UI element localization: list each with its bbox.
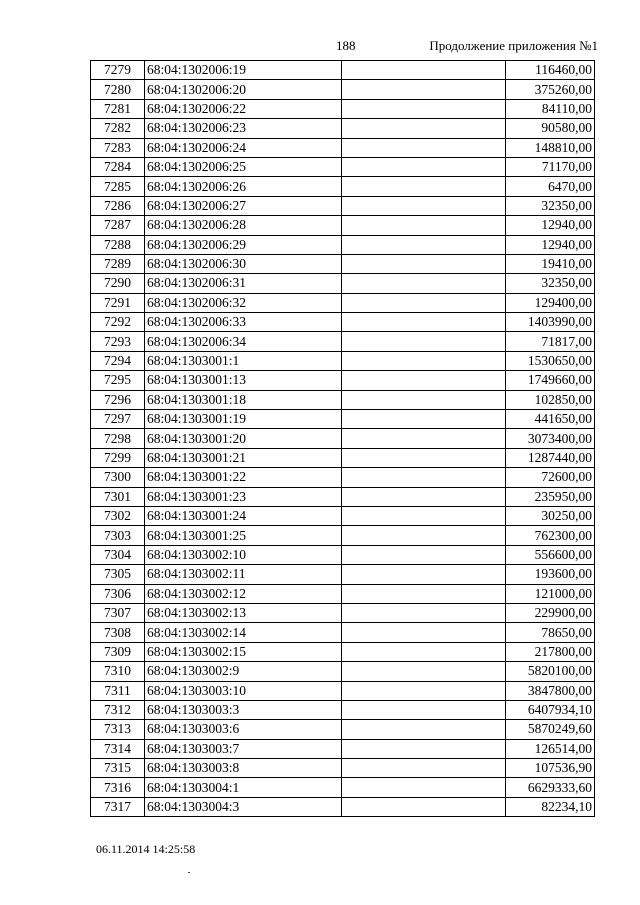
- table-row: [91, 429, 595, 448]
- row-number: 7303: [91, 526, 145, 545]
- row-number: 7283: [91, 138, 145, 157]
- table-row: [91, 99, 595, 118]
- row-number: 7281: [91, 99, 145, 118]
- table-row: [91, 468, 595, 487]
- cadastral-number: 68:04:1303001:21: [145, 448, 342, 467]
- cadastral-number: 68:04:1303002:15: [145, 642, 342, 661]
- blank-cell: [342, 565, 506, 584]
- table-row: [91, 700, 595, 719]
- page-number: 188: [336, 38, 356, 53]
- cadastral-number: 68:04:1303003:8: [145, 759, 342, 778]
- cadastral-number: 68:04:1303003:10: [145, 681, 342, 700]
- row-number: 7288: [91, 235, 145, 254]
- row-number: 7300: [91, 468, 145, 487]
- cadastral-value: 3073400,00: [506, 429, 595, 448]
- table-row: [91, 138, 595, 157]
- table-row: [91, 274, 595, 293]
- cadastral-number: 68:04:1303002:10: [145, 545, 342, 564]
- cadastral-value: 78650,00: [506, 623, 595, 642]
- registry-table: [90, 60, 595, 817]
- blank-cell: [342, 196, 506, 215]
- cadastral-value: 556600,00: [506, 545, 595, 564]
- table-row: [91, 603, 595, 622]
- row-number: 7307: [91, 603, 145, 622]
- cadastral-number: 68:04:1302006:27: [145, 196, 342, 215]
- blank-cell: [342, 720, 506, 739]
- blank-cell: [342, 759, 506, 778]
- blank-cell: [342, 778, 506, 797]
- blank-cell: [342, 351, 506, 370]
- cadastral-value: 148810,00: [506, 138, 595, 157]
- blank-cell: [342, 138, 506, 157]
- table-row: [91, 759, 595, 778]
- table-row: [91, 526, 595, 545]
- row-number: 7287: [91, 216, 145, 235]
- cadastral-value: 126514,00: [506, 739, 595, 758]
- blank-cell: [342, 119, 506, 138]
- blank-cell: [342, 526, 506, 545]
- cadastral-value: 30250,00: [506, 506, 595, 525]
- blank-cell: [342, 390, 506, 409]
- cadastral-number: 68:04:1303002:9: [145, 662, 342, 681]
- row-number: 7309: [91, 642, 145, 661]
- row-number: 7280: [91, 80, 145, 99]
- row-number: 7315: [91, 759, 145, 778]
- cadastral-value: 12940,00: [506, 235, 595, 254]
- blank-cell: [342, 254, 506, 273]
- continuation-heading: Продолжение приложения №1: [429, 38, 598, 53]
- cadastral-value: 441650,00: [506, 410, 595, 429]
- blank-cell: [342, 99, 506, 118]
- cadastral-number: 68:04:1302006:31: [145, 274, 342, 293]
- table-row: [91, 545, 595, 564]
- cadastral-number: 68:04:1302006:24: [145, 138, 342, 157]
- table-row: [91, 293, 595, 312]
- table-row: [91, 254, 595, 273]
- row-number: 7292: [91, 313, 145, 332]
- row-number: 7295: [91, 371, 145, 390]
- cadastral-value: 1403990,00: [506, 313, 595, 332]
- blank-cell: [342, 429, 506, 448]
- blank-cell: [342, 681, 506, 700]
- row-number: 7282: [91, 119, 145, 138]
- cadastral-number: 68:04:1302006:19: [145, 61, 342, 80]
- cadastral-number: 68:04:1302006:30: [145, 254, 342, 273]
- table-row: [91, 778, 595, 797]
- cadastral-number: 68:04:1303004:1: [145, 778, 342, 797]
- cadastral-value: 84110,00: [506, 99, 595, 118]
- cadastral-number: 68:04:1303001:23: [145, 487, 342, 506]
- table-row: [91, 80, 595, 99]
- blank-cell: [342, 700, 506, 719]
- table-row: [91, 371, 595, 390]
- cadastral-value: 82234,10: [506, 797, 595, 816]
- row-number: 7294: [91, 351, 145, 370]
- row-number: 7298: [91, 429, 145, 448]
- blank-cell: [342, 448, 506, 467]
- blank-cell: [342, 274, 506, 293]
- table-row: [91, 410, 595, 429]
- cadastral-number: 68:04:1303001:19: [145, 410, 342, 429]
- cadastral-value: 6470,00: [506, 177, 595, 196]
- cadastral-number: 68:04:1302006:20: [145, 80, 342, 99]
- cadastral-value: 107536,90: [506, 759, 595, 778]
- cadastral-value: 229900,00: [506, 603, 595, 622]
- cadastral-value: 32350,00: [506, 196, 595, 215]
- row-number: 7306: [91, 584, 145, 603]
- table-row: [91, 216, 595, 235]
- table-row: [91, 61, 595, 80]
- blank-cell: [342, 506, 506, 525]
- row-number: 7308: [91, 623, 145, 642]
- table-row: [91, 235, 595, 254]
- cadastral-number: 68:04:1303002:14: [145, 623, 342, 642]
- cadastral-number: 68:04:1302006:33: [145, 313, 342, 332]
- table-row: [91, 196, 595, 215]
- table-row: [91, 487, 595, 506]
- cadastral-value: 90580,00: [506, 119, 595, 138]
- cadastral-value: 12940,00: [506, 216, 595, 235]
- table-row: [91, 662, 595, 681]
- cadastral-number: 68:04:1303001:22: [145, 468, 342, 487]
- cadastral-value: 71817,00: [506, 332, 595, 351]
- cadastral-value: 32350,00: [506, 274, 595, 293]
- blank-cell: [342, 410, 506, 429]
- cadastral-value: 193600,00: [506, 565, 595, 584]
- table-row: [91, 720, 595, 739]
- table-row: [91, 351, 595, 370]
- cadastral-number: 68:04:1303004:3: [145, 797, 342, 816]
- blank-cell: [342, 235, 506, 254]
- table-row: [91, 313, 595, 332]
- row-number: 7313: [91, 720, 145, 739]
- cadastral-value: 3847800,00: [506, 681, 595, 700]
- cadastral-value: 375260,00: [506, 80, 595, 99]
- blank-cell: [342, 216, 506, 235]
- cadastral-value: 235950,00: [506, 487, 595, 506]
- cadastral-number: 68:04:1303001:13: [145, 371, 342, 390]
- cadastral-value: 5870249,60: [506, 720, 595, 739]
- cadastral-value: 121000,00: [506, 584, 595, 603]
- table-row: [91, 623, 595, 642]
- cadastral-value: 5820100,00: [506, 662, 595, 681]
- row-number: 7305: [91, 565, 145, 584]
- cadastral-number: 68:04:1302006:28: [145, 216, 342, 235]
- blank-cell: [342, 177, 506, 196]
- row-number: 7286: [91, 196, 145, 215]
- blank-cell: [342, 313, 506, 332]
- blank-cell: [342, 623, 506, 642]
- row-number: 7299: [91, 448, 145, 467]
- cadastral-value: 72600,00: [506, 468, 595, 487]
- table-row: [91, 565, 595, 584]
- cadastral-value: 1749660,00: [506, 371, 595, 390]
- cadastral-value: 71170,00: [506, 157, 595, 176]
- row-number: 7304: [91, 545, 145, 564]
- row-number: 7311: [91, 681, 145, 700]
- cadastral-number: 68:04:1303001:20: [145, 429, 342, 448]
- cadastral-value: 762300,00: [506, 526, 595, 545]
- row-number: 7289: [91, 254, 145, 273]
- table-row: [91, 797, 595, 816]
- blank-cell: [342, 157, 506, 176]
- row-number: 7296: [91, 390, 145, 409]
- row-number: 7312: [91, 700, 145, 719]
- row-number: 7297: [91, 410, 145, 429]
- cadastral-number: 68:04:1303001:24: [145, 506, 342, 525]
- registry-body: [91, 61, 595, 817]
- blank-cell: [342, 545, 506, 564]
- table-row: [91, 390, 595, 409]
- row-number: 7314: [91, 739, 145, 758]
- cadastral-number: 68:04:1303003:6: [145, 720, 342, 739]
- row-number: 7293: [91, 332, 145, 351]
- cadastral-value: 6407934,10: [506, 700, 595, 719]
- row-number: 7290: [91, 274, 145, 293]
- cadastral-number: 68:04:1303002:12: [145, 584, 342, 603]
- cadastral-number: 68:04:1303002:13: [145, 603, 342, 622]
- blank-cell: [342, 662, 506, 681]
- table-row: [91, 332, 595, 351]
- blank-cell: [342, 332, 506, 351]
- cadastral-number: 68:04:1302006:22: [145, 99, 342, 118]
- row-number: 7302: [91, 506, 145, 525]
- cadastral-value: 129400,00: [506, 293, 595, 312]
- blank-cell: [342, 739, 506, 758]
- cadastral-number: 68:04:1303001:1: [145, 351, 342, 370]
- row-number: 7284: [91, 157, 145, 176]
- blank-cell: [342, 371, 506, 390]
- table-row: [91, 177, 595, 196]
- cadastral-number: 68:04:1302006:23: [145, 119, 342, 138]
- blank-cell: [342, 468, 506, 487]
- row-number: 7316: [91, 778, 145, 797]
- cadastral-number: 68:04:1303003:7: [145, 739, 342, 758]
- cadastral-value: 1287440,00: [506, 448, 595, 467]
- cadastral-number: 68:04:1303001:25: [145, 526, 342, 545]
- cadastral-value: 1530650,00: [506, 351, 595, 370]
- scan-speck: [188, 872, 190, 873]
- print-timestamp: 06.11.2014 14:25:58: [96, 842, 196, 856]
- blank-cell: [342, 61, 506, 80]
- blank-cell: [342, 487, 506, 506]
- table-row: [91, 506, 595, 525]
- blank-cell: [342, 603, 506, 622]
- row-number: 7301: [91, 487, 145, 506]
- row-number: 7291: [91, 293, 145, 312]
- table-row: [91, 681, 595, 700]
- cadastral-value: 102850,00: [506, 390, 595, 409]
- blank-cell: [342, 642, 506, 661]
- table-row: [91, 119, 595, 138]
- table-row: [91, 584, 595, 603]
- blank-cell: [342, 584, 506, 603]
- cadastral-number: 68:04:1302006:34: [145, 332, 342, 351]
- table-row: [91, 739, 595, 758]
- table-row: [91, 448, 595, 467]
- row-number: 7317: [91, 797, 145, 816]
- table-row: [91, 642, 595, 661]
- row-number: 7310: [91, 662, 145, 681]
- cadastral-value: 116460,00: [506, 61, 595, 80]
- row-number: 7285: [91, 177, 145, 196]
- cadastral-number: 68:04:1303003:3: [145, 700, 342, 719]
- cadastral-number: 68:04:1302006:32: [145, 293, 342, 312]
- cadastral-number: 68:04:1302006:29: [145, 235, 342, 254]
- cadastral-value: 217800,00: [506, 642, 595, 661]
- blank-cell: [342, 293, 506, 312]
- cadastral-number: 68:04:1303002:11: [145, 565, 342, 584]
- row-number: 7279: [91, 61, 145, 80]
- blank-cell: [342, 80, 506, 99]
- table-row: [91, 157, 595, 176]
- cadastral-number: 68:04:1302006:25: [145, 157, 342, 176]
- cadastral-value: 6629333,60: [506, 778, 595, 797]
- cadastral-number: 68:04:1303001:18: [145, 390, 342, 409]
- blank-cell: [342, 797, 506, 816]
- cadastral-number: 68:04:1302006:26: [145, 177, 342, 196]
- cadastral-value: 19410,00: [506, 254, 595, 273]
